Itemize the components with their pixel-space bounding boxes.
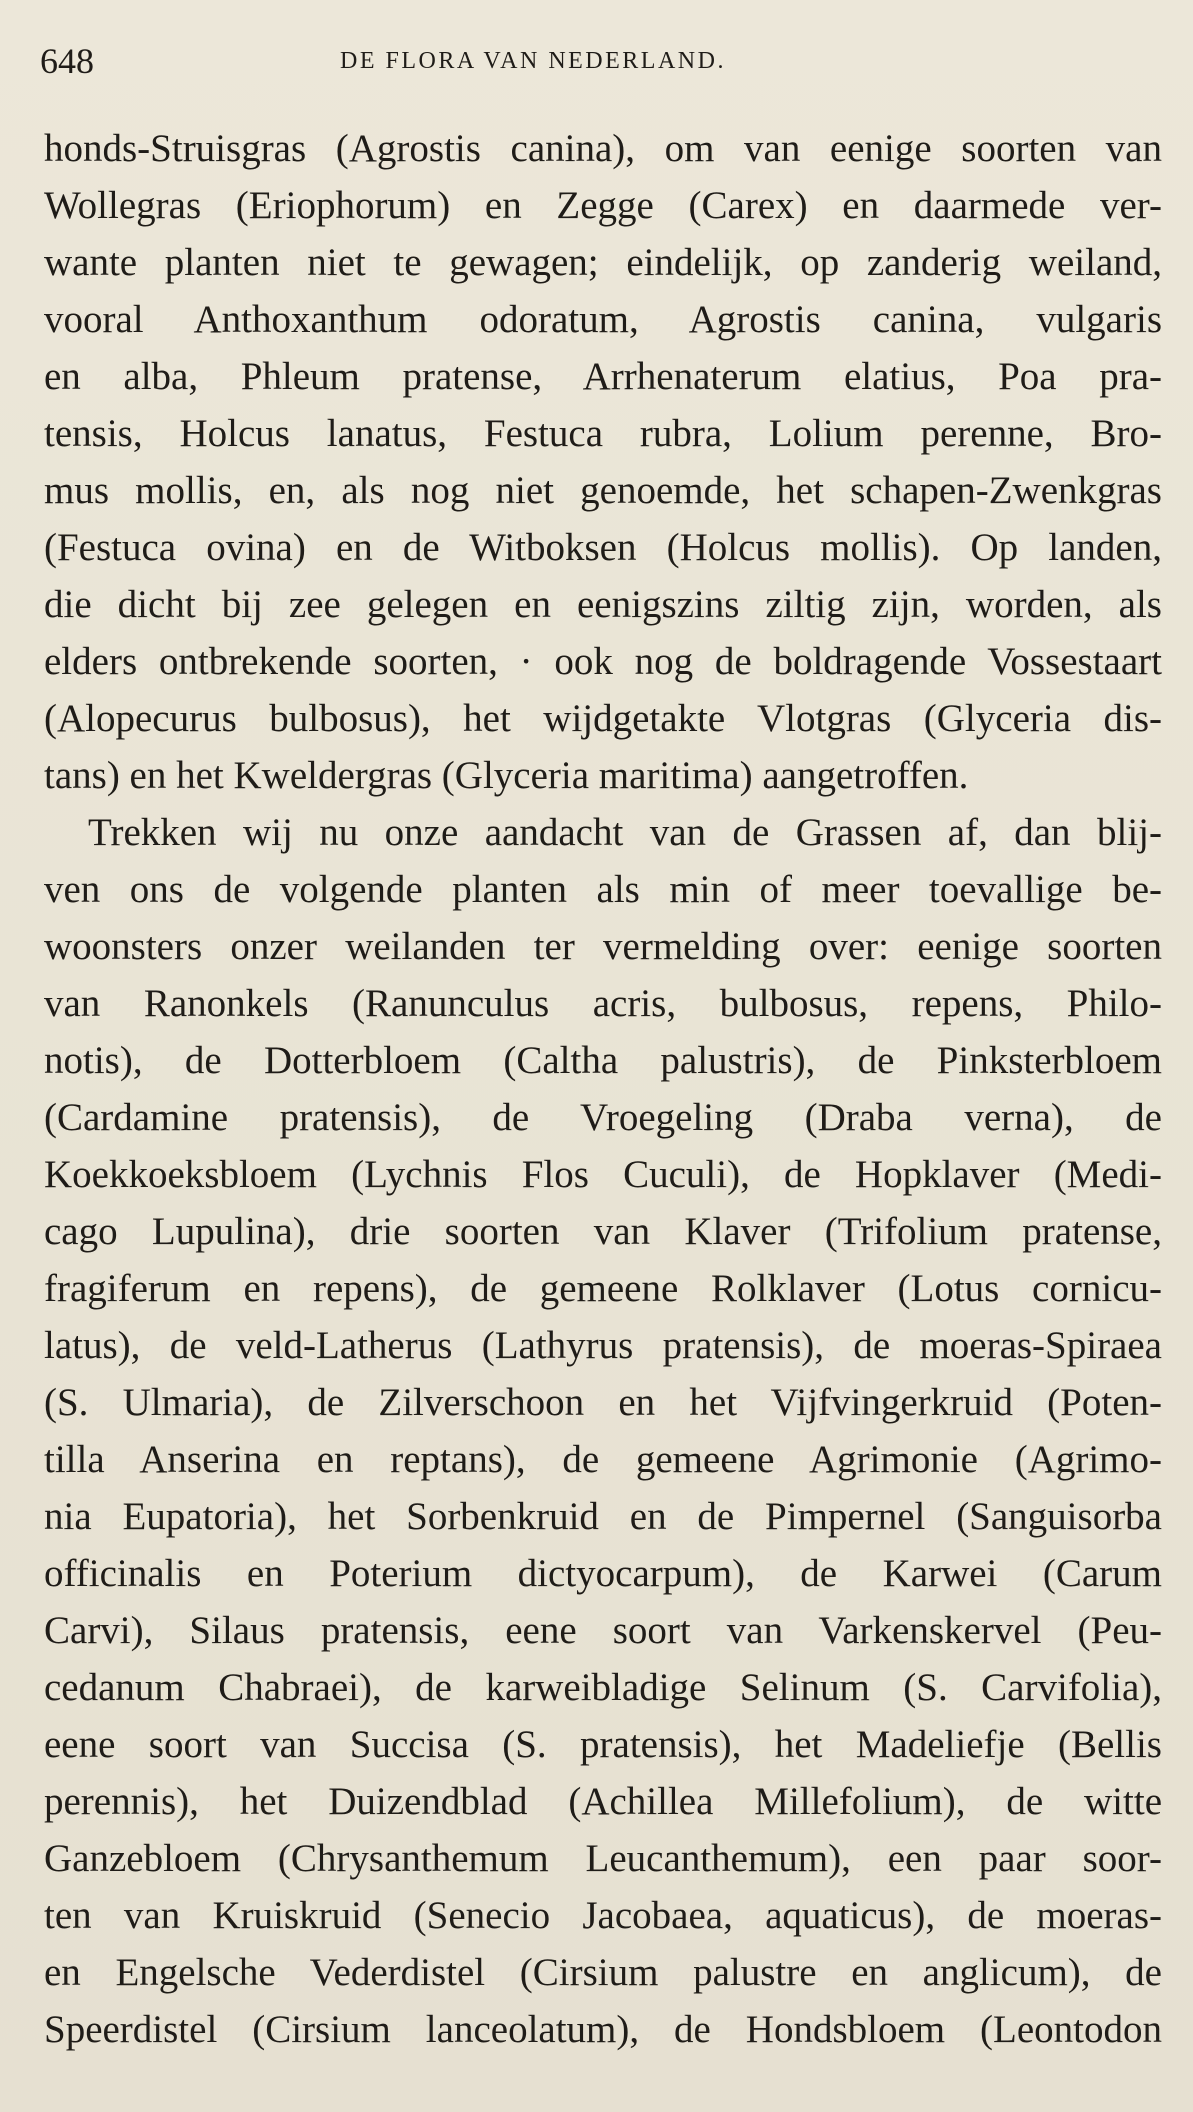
text-line: Koekkoeksbloem (Lychnis Flos Cuculi), de Hopklaver (Medi- <box>44 1153 1162 1196</box>
text-line: Wollegras (Eriophorum) en Zegge (Carex) en daarmede ver- <box>44 184 1162 227</box>
text-line: Trekken wij nu onze aandacht van de Grassen af, dan blij- <box>88 811 1162 854</box>
text-line: Carvi), Silaus pratensis, eene soort van Varkenskervel (Peu- <box>44 1609 1162 1652</box>
text-line: woonsters onzer weilanden ter vermelding over: eenige soorten <box>44 925 1162 968</box>
text-line: elders ontbrekende soorten, · ook nog de boldragende Vossestaart <box>44 640 1162 683</box>
text-line: fragiferum en repens), de gemeene Rolklaver (Lotus cornicu- <box>44 1267 1162 1310</box>
running-head <box>40 40 1153 92</box>
text-line: tilla Anserina en reptans), de gemeene Agrimonie (Agrimo- <box>44 1438 1162 1481</box>
text-line: officinalis en Poterium dictyocarpum), de Karwei (Carum <box>44 1552 1162 1595</box>
text-line: ten van Kruiskruid (Senecio Jacobaea, aquaticus), de moeras- <box>44 1894 1162 1937</box>
text-line: tans) en het Kweldergras (Glyceria maritima) aangetroffen. <box>44 754 969 797</box>
book-title: DE FLORA VAN NEDERLAND. <box>340 48 726 74</box>
text-line: die dicht bij zee gelegen en eenigszins ziltig zijn, worden, als <box>44 583 1162 626</box>
text-line: Speerdistel (Cirsium lanceolatum), de Hondsbloem (Leontodon <box>44 2008 1162 2051</box>
text-line: nia Eupatoria), het Sorbenkruid en de Pimpernel (Sanguisorba <box>44 1495 1162 1538</box>
text-line: en alba, Phleum pratense, Arrhenaterum elatius, Poa pra- <box>44 355 1162 398</box>
text-line: eene soort van Succisa (S. pratensis), het Madeliefje (Bellis <box>44 1723 1162 1766</box>
page-number: 648 <box>40 41 94 81</box>
text-line: (Festuca ovina) en de Witboksen (Holcus mollis). Op landen, <box>44 526 1162 569</box>
text-line: en Engelsche Vederdistel (Cirsium palustre en anglicum), de <box>44 1951 1162 1994</box>
text-line: tensis, Holcus lanatus, Festuca rubra, Lolium perenne, Bro- <box>44 412 1162 455</box>
text-line: Ganzebloem (Chrysanthemum Leucanthemum), een paar soor- <box>44 1837 1162 1880</box>
text-line: cago Lupulina), drie soorten van Klaver (Trifolium pratense, <box>44 1210 1162 1253</box>
text-line: (Alopecurus bulbosus), het wijdgetakte Vlotgras (Glyceria dis- <box>44 697 1162 740</box>
text-line: mus mollis, en, als nog niet genoemde, het schapen-Zwenkgras <box>44 469 1162 512</box>
text-line: ven ons de volgende planten als min of meer toevallige be- <box>44 868 1162 911</box>
text-line: honds-Struisgras (Agrostis canina), om van eenige soorten van <box>44 127 1162 170</box>
text-line: (S. Ulmaria), de Zilverschoon en het Vijfvingerkruid (Poten- <box>44 1381 1162 1424</box>
text-line: van Ranonkels (Ranunculus acris, bulbosus, repens, Philo- <box>44 982 1162 1025</box>
text-line: wante planten niet te gewagen; eindelijk, op zanderig weiland, <box>44 241 1162 284</box>
text-line: (Cardamine pratensis), de Vroegeling (Draba verna), de <box>44 1096 1162 1139</box>
text-line: perennis), het Duizendblad (Achillea Millefolium), de witte <box>44 1780 1162 1823</box>
text-line: cedanum Chabraei), de karweibladige Selinum (S. Carvifolia), <box>44 1666 1162 1709</box>
text-line: latus), de veld-Latherus (Lathyrus pratensis), de moeras-Spiraea <box>44 1324 1162 1367</box>
body-text <box>44 120 1162 2058</box>
text-line: vooral Anthoxanthum odoratum, Agrostis canina, vulgaris <box>44 298 1162 341</box>
text-line: notis), de Dotterbloem (Caltha palustris), de Pinksterbloem <box>44 1039 1162 1082</box>
